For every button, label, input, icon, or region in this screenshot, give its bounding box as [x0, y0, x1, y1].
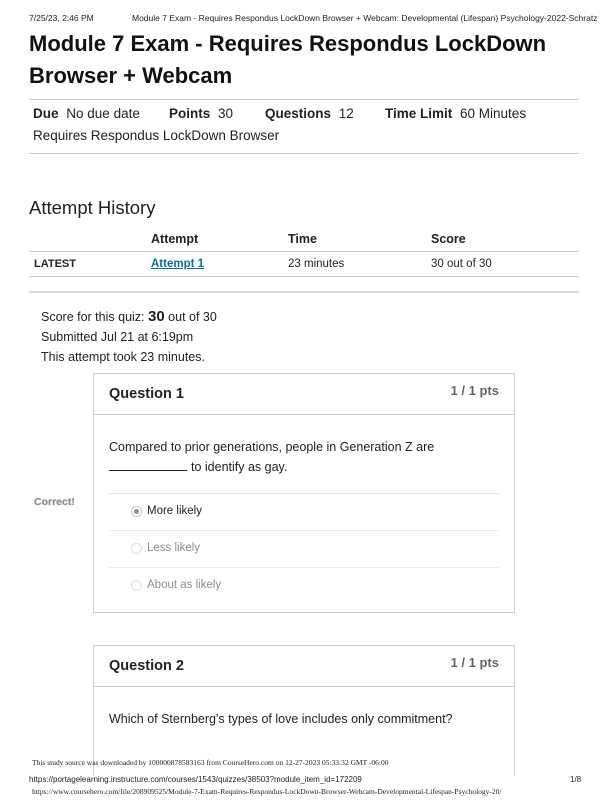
question-points: 1 / 1 pts: [450, 383, 499, 398]
question-name: Question 2: [109, 658, 184, 674]
due-value: No due date: [66, 106, 140, 121]
question-1: [93, 373, 515, 613]
question-text: [94, 415, 514, 477]
questions-label: Questions: [265, 106, 332, 121]
points-value: 30: [218, 106, 234, 121]
page-title-line-2: Browser + Webcam: [29, 63, 233, 88]
question-points: 1 / 1 pts: [450, 655, 499, 670]
submitted-time: Submitted Jul 21 at 6:19pm: [41, 330, 194, 344]
answer-option[interactable]: [109, 494, 499, 531]
score-suffix: out of 30: [164, 310, 217, 324]
answer-text: About as likely: [147, 579, 222, 591]
question-header: [94, 374, 514, 415]
print-url: https://portagelearning.instructure.com/courses/1543/quizzes/38503?module_item_id=172209: [29, 775, 362, 784]
attempt-duration: This attempt took 23 minutes.: [41, 350, 205, 364]
divider: [29, 153, 579, 154]
question-header: [94, 646, 514, 687]
time-cell: 23 minutes: [283, 252, 426, 277]
fill-in-blank: [109, 458, 187, 471]
radio-icon[interactable]: [131, 543, 142, 554]
question-2: [93, 645, 515, 776]
print-datetime: 7/25/23, 2:46 PM: [29, 13, 94, 23]
radio-selected-icon[interactable]: [131, 506, 142, 517]
answer-text: Less likely: [147, 542, 201, 554]
answer-text: More likely: [147, 505, 202, 517]
questions-value: 12: [338, 106, 354, 121]
due-detail: [33, 106, 140, 121]
column-header-score: Score: [426, 227, 579, 252]
attempt-history-heading: Attempt History: [29, 197, 156, 218]
time-limit-detail: [385, 106, 526, 121]
question-text-before: Compared to prior generations, people in Generation Z are: [109, 440, 435, 454]
score-prefix: Score for this quiz:: [41, 310, 148, 324]
radio-icon[interactable]: [131, 580, 142, 591]
column-header-attempt: Attempt: [146, 227, 283, 252]
divider: [29, 291, 579, 293]
answer-option[interactable]: [109, 531, 499, 568]
points-detail: [169, 106, 233, 121]
question-name: Question 1: [109, 386, 184, 402]
table-header-row: [29, 227, 579, 252]
download-source-note: This study source was downloaded by 100000878583163 from CourseHero.com on 12-27-2023 05:33:32 GMT -06:00: [32, 758, 389, 767]
time-limit-label: Time Limit: [385, 106, 453, 121]
column-header-time: Time: [283, 227, 426, 252]
latest-label: LATEST: [29, 252, 146, 277]
quiz-summary: [41, 307, 217, 367]
table-row: [29, 252, 579, 277]
lockdown-requirement: Requires Respondus LockDown Browser: [33, 128, 280, 143]
print-header: [29, 13, 598, 25]
divider: [29, 99, 579, 100]
answer-list: [109, 493, 499, 604]
answer-option[interactable]: [109, 568, 499, 604]
page-title: [29, 28, 581, 92]
source-link: https://www.coursehero.com/file/208909525/Module-7-Exam-Requires-Respondus-LockDown-Browser-Webcam-Developmental-Lifespan-Psychology-20/: [32, 787, 502, 796]
page-number: 1/8: [570, 775, 582, 784]
questions-detail: [265, 106, 354, 121]
correct-answer-flag: Correct!: [34, 496, 75, 508]
attempt-cell: [146, 252, 283, 277]
page-title-line-1: Module 7 Exam - Requires Respondus LockDown: [29, 31, 547, 56]
score-cell: 30 out of 30: [426, 252, 579, 277]
question-text-after: to identify as gay.: [191, 460, 288, 474]
question-text: Which of Sternberg's types of love includes only commitment?: [109, 712, 453, 726]
attempt-history-table: [29, 227, 579, 277]
score-value: 30: [148, 308, 165, 325]
attempt-1-link[interactable]: Attempt 1: [151, 258, 205, 270]
due-label: Due: [33, 106, 59, 121]
quiz-score: [41, 307, 217, 327]
column-header: [29, 227, 146, 252]
print-title: Module 7 Exam - Requires Respondus LockDown Browser + Webcam: Developmental (Lifespan) Psychology-2022-Schratz: [132, 13, 598, 23]
time-limit-value: 60 Minutes: [460, 106, 527, 121]
points-label: Points: [169, 106, 211, 121]
